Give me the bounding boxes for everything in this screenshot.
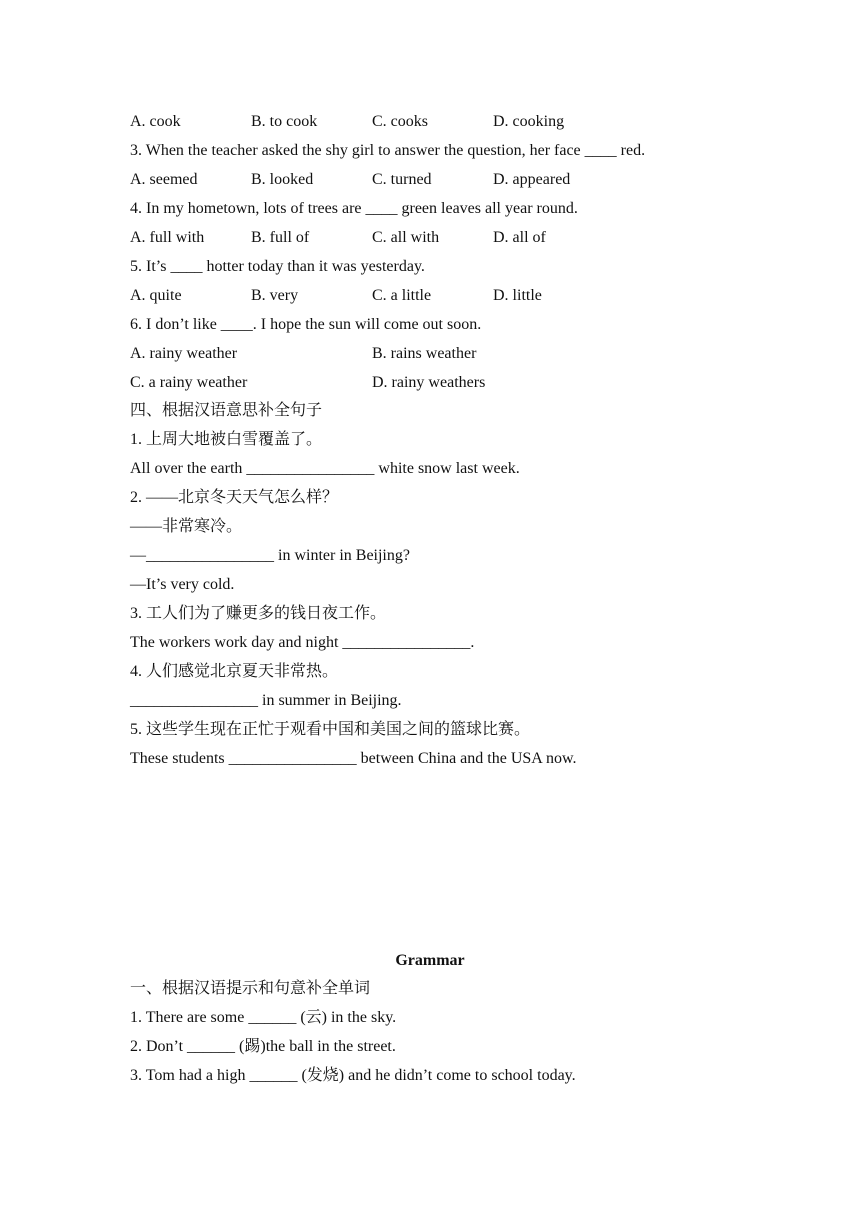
option-a: A. seemed: [130, 171, 198, 188]
option-a: A. rainy weather: [130, 345, 238, 362]
section-heading: 四、根据汉语意思补全句子: [130, 402, 323, 419]
option-b: B. looked: [251, 171, 314, 188]
option-d: D. little: [493, 287, 542, 304]
grammar-title: Grammar: [395, 952, 465, 969]
item-2-english-answer: —It’s very cold.: [130, 576, 235, 593]
option-c: C. a little: [372, 287, 432, 304]
option-b: B. rains weather: [372, 345, 477, 362]
item-1-chinese: 1. 上周大地被白雪覆盖了。: [130, 431, 323, 448]
option-c: C. a rainy weather: [130, 374, 248, 391]
question-4-options: [130, 228, 750, 248]
option-d: D. rainy weathers: [372, 374, 486, 391]
option-a: A. quite: [130, 287, 182, 304]
option-a: A. full with: [130, 229, 205, 246]
item-5-chinese: 5. 这些学生现在正忙于观看中国和美国之间的篮球比赛。: [130, 721, 531, 738]
question-6-options-row-1: [130, 344, 750, 364]
question-6: 6. I don’t like ____. I hope the sun will come out soon.: [130, 316, 482, 333]
option-b: B. full of: [251, 229, 310, 246]
grammar-item-3: 3. Tom had a high ______ (发烧) and he didn’t come to school today.: [130, 1067, 576, 1084]
option-a: A. cook: [130, 113, 181, 130]
question-2-options: [130, 112, 750, 132]
option-b: B. very: [251, 287, 299, 304]
question-5-options: [130, 286, 750, 306]
item-4-chinese: 4. 人们感觉北京夏天非常热。: [130, 663, 339, 680]
item-4-english: ________________ in summer in Beijing.: [130, 692, 402, 709]
item-5-english: These students ________________ between China and the USA now.: [130, 750, 577, 767]
option-d: D. all of: [493, 229, 546, 246]
item-2-chinese-answer: ——非常寒冷。: [130, 518, 243, 535]
grammar-item-1: 1. There are some ______ (云) in the sky.: [130, 1009, 397, 1026]
question-3: 3. When the teacher asked the shy girl to answer the question, her face ____ red.: [130, 142, 646, 159]
item-3-english: The workers work day and night ________________.: [130, 634, 475, 651]
option-c: C. all with: [372, 229, 440, 246]
question-4: 4. In my hometown, lots of trees are ____ green leaves all year round.: [130, 200, 578, 217]
item-3-chinese: 3. 工人们为了赚更多的钱日夜工作。: [130, 605, 387, 622]
item-2-chinese-question: 2. ——北京冬天天气怎么样？: [130, 489, 339, 506]
question-3-options: [130, 170, 750, 190]
grammar-item-2: 2. Don’t ______ (踢)the ball in the street.: [130, 1038, 396, 1055]
option-c: C. turned: [372, 171, 432, 188]
option-d: D. cooking: [493, 113, 565, 130]
option-d: D. appeared: [493, 171, 571, 188]
question-6-options-row-2: [130, 373, 750, 393]
option-c: C. cooks: [372, 113, 428, 130]
question-5: 5. It’s ____ hotter today than it was yesterday.: [130, 258, 425, 275]
grammar-heading: 一、根据汉语提示和句意补全单词: [130, 980, 371, 997]
item-2-english-question: —________________ in winter in Beijing?: [130, 547, 410, 564]
item-1-english: All over the earth ________________ white snow last week.: [130, 460, 520, 477]
option-b: B. to cook: [251, 113, 318, 130]
